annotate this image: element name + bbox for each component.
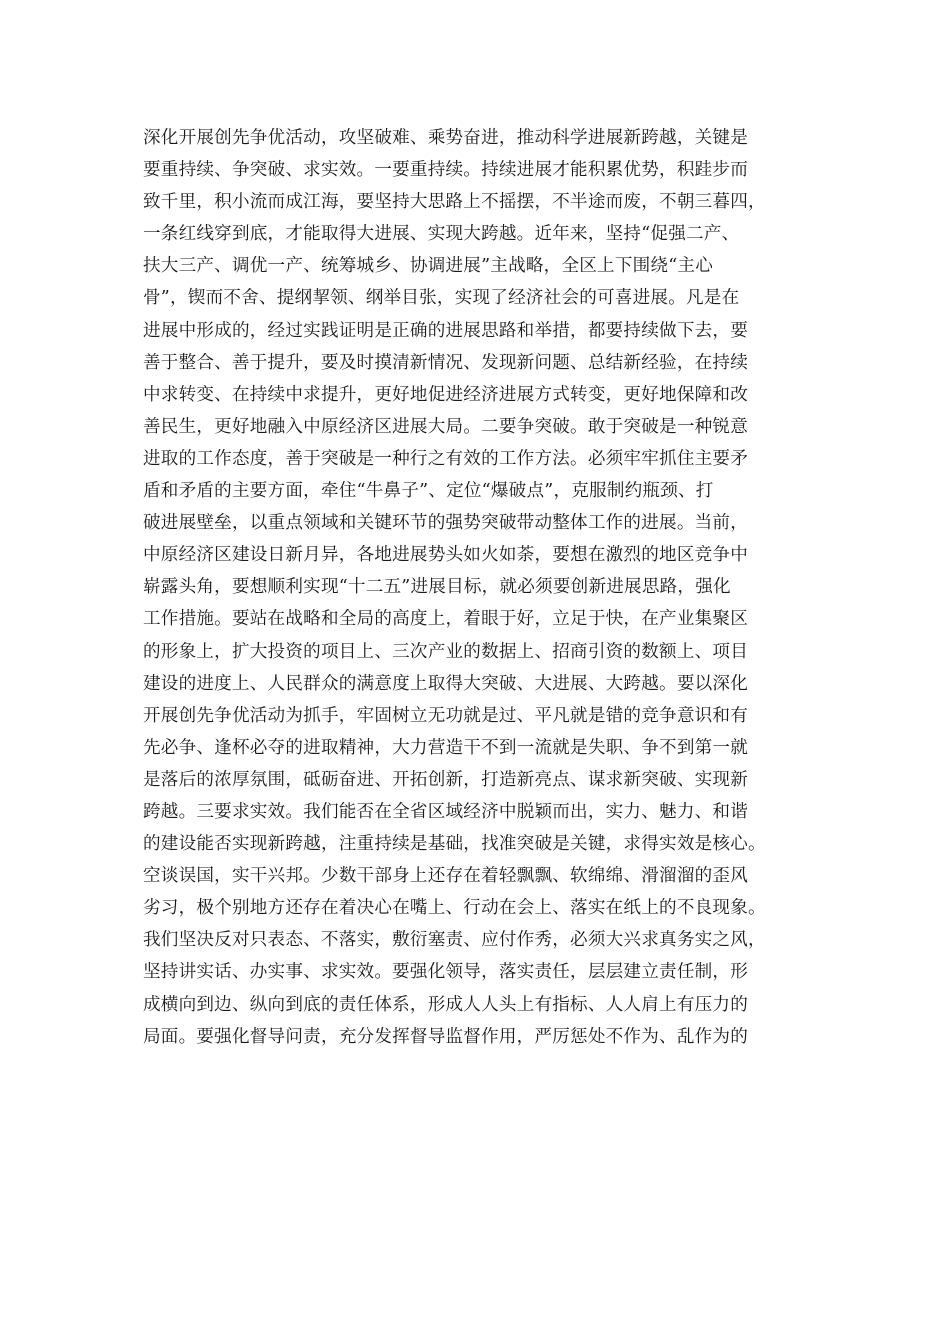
text-line: 建设的进度上、人民群众的满意度上取得大突破、大进展、大跨越。要以深化 — [143, 673, 748, 694]
text-line: 空谈误国，实干兴邦。少数干部身上还存在着轻飘飘、软绵绵、滑溜溜的歪风 — [143, 866, 748, 887]
text-line: 劣习，极个别地方还存在着决心在嘴上、行动在会上、落实在纸上的不良现象。 — [143, 898, 766, 919]
text-line: 深化开展创先争优活动，攻坚破难、乘势奋进，推动科学进展新跨越，关键是 — [143, 128, 748, 148]
text-line: 跨越。三要求实效。我们能否在全省区域经济中脱颖而出，实力、魅力、和谐 — [143, 801, 748, 822]
text-line: 我们坚决反对只表态、不落实，敷衍塞责、应付作秀，必须大兴求真务实之风， — [143, 930, 766, 951]
text-line: 进展中形成的，经过实践证明是正确的进展思路和举措，都要持续做下去，要 — [143, 320, 748, 341]
text-line: 善民生，更好地融入中原经济区进展大局。二要争突破。敢于突破是一种锐意 — [143, 416, 748, 437]
text-line: 开展创先争优活动为抓手，牢固树立无功就是过、平凡就是错的竞争意识和有 — [143, 705, 748, 726]
text-line: 的建设能否实现新跨越，注重持续是基础，找准突破是关键，求得实效是核心。 — [143, 834, 766, 855]
text-line: 是落后的浓厚氛围，砥砺奋进、开拓创新，打造新亮点、谋求新突破、实现新 — [143, 769, 748, 790]
text-line: 盾和矛盾的主要方面，牵住“牛鼻子”、定位“爆破点”，克服制约瓶颈、打 — [143, 481, 714, 502]
text-line: 进取的工作态度，善于突破是一种行之有效的工作方法。必须牢牢抓住主要矛 — [143, 448, 748, 469]
text-line: 破进展壁垒，以重点领域和关键环节的强势突破带动整体工作的进展。当前， — [143, 513, 748, 534]
text-line: 崭露头角，要想顺利实现“十二五”进展目标，就必须要创新进展思路，强化 — [143, 577, 731, 598]
text-line: 的形象上，扩大投资的项目上、三次产业的数据上、招商引资的数额上、项目 — [143, 641, 748, 662]
body-paragraph — [143, 122, 823, 1053]
text-line: 局面。要强化督导问责，充分发挥督导监督作用，严厉惩处不作为、乱作为的 — [143, 1026, 748, 1047]
text-line: 中求转变、在持续中求提升，更好地促进经济进展方式转变，更好地保障和改 — [143, 384, 748, 405]
text-line: 要重持续、争突破、求实效。一要重持续。持续进展才能积累优势，积跬步而 — [143, 160, 748, 181]
text-line: 成横向到边、纵向到底的责任体系，形成人人头上有指标、人人肩上有压力的 — [143, 994, 748, 1015]
text-line: 骨”，锲而不舍、提纲挈领、纲举目张，实现了经济社会的可喜进展。凡是在 — [143, 288, 740, 309]
text-line: 善于整合、善于提升，要及时摸清新情况、发现新问题、总结新经验，在持续 — [143, 352, 748, 373]
text-line: 先必争、逢杯必夺的进取精神，大力营造干不到一流就是失职、争不到第一就 — [143, 737, 748, 758]
text-line: 工作措施。要站在战略和全局的高度上，着眼于好，立足于快，在产业集聚区 — [143, 609, 748, 630]
text-line: 扶大三产、调优一产、统筹城乡、协调进展”主战略，全区上下围绕“主心 — [143, 256, 713, 277]
text-line: 坚持讲实话、办实事、求实效。要强化领导，落实责任，层层建立责任制，形 — [143, 962, 748, 983]
text-line: 一条红线穿到底，才能取得大进展、实现大跨越。近年来，坚持“促强二产、 — [143, 224, 740, 245]
text-line: 中原经济区建设日新月异，各地进展势头如火如荼，要想在激烈的地区竞争中 — [143, 545, 748, 566]
text-line: 致千里，积小流而成江海，要坚持大思路上不摇摆，不半途而废，不朝三暮四， — [143, 192, 766, 213]
